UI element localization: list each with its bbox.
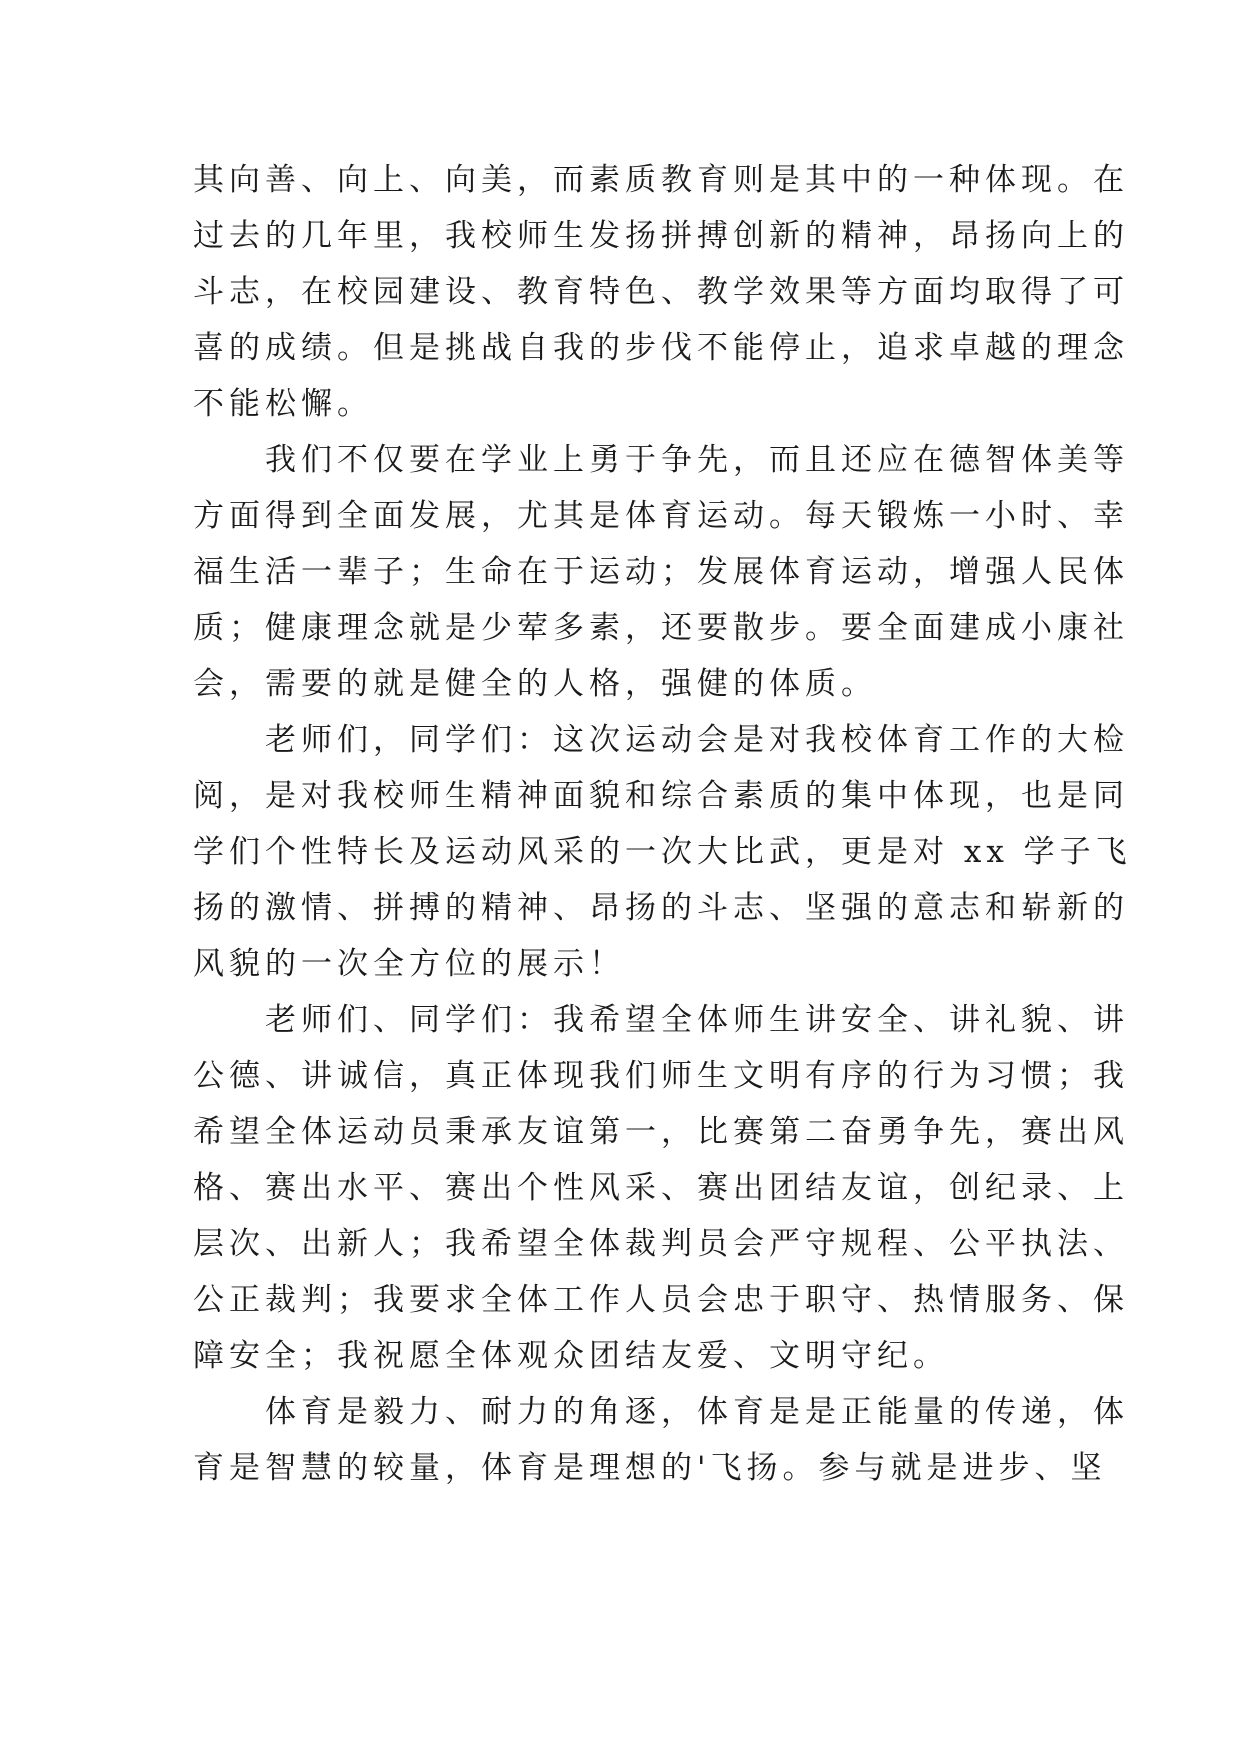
text-line: 不能松懈。 — [193, 386, 373, 422]
text-line: 体育是毅力、耐力的角逐，体育是是正能量的传递，体 — [265, 1394, 1129, 1430]
text-line: 老师们、同学们：我希望全体师生讲安全、讲礼貌、讲 — [265, 1002, 1129, 1038]
document-body — [193, 152, 1132, 1496]
text-line: 斗志，在校园建设、教育特色、教学效果等方面均取得了可 — [193, 274, 1129, 310]
text-line: 喜的成绩。但是挑战自我的步伐不能停止，追求卓越的理念 — [193, 330, 1129, 366]
text-line: 层次、出新人；我希望全体裁判员会严守规程、公平执法、 — [193, 1226, 1129, 1262]
text-line: 福生活一辈子；生命在于运动；发展体育运动，增强人民体 — [193, 554, 1129, 590]
text-line: 学们个性特长及运动风采的一次大比武，更是对 xx 学子飞 — [193, 834, 1132, 870]
text-line: 阅，是对我校师生精神面貌和综合素质的集中体现，也是同 — [193, 778, 1129, 814]
text-line: 其向善、向上、向美，而素质教育则是其中的一种体现。在 — [193, 162, 1129, 198]
text-line: 质；健康理念就是少荤多素，还要散步。要全面建成小康社 — [193, 610, 1129, 646]
text-line: 希望全体运动员秉承友谊第一，比赛第二奋勇争先，赛出风 — [193, 1114, 1129, 1150]
text-line: 老师们，同学们：这次运动会是对我校体育工作的大检 — [265, 722, 1129, 758]
text-line: 育是智慧的较量，体育是理想的'飞扬。参与就是进步、坚 — [193, 1450, 1107, 1486]
text-line: 障安全；我祝愿全体观众团结友爱、文明守纪。 — [193, 1338, 949, 1374]
text-line: 过去的几年里，我校师生发扬拼搏创新的精神，昂扬向上的 — [193, 218, 1129, 254]
paragraph-4 — [193, 992, 1129, 1384]
paragraph-5 — [193, 1384, 1129, 1496]
text-line: 我们不仅要在学业上勇于争先，而且还应在德智体美等 — [265, 442, 1129, 478]
text-line: 公正裁判；我要求全体工作人员会忠于职守、热情服务、保 — [193, 1282, 1129, 1318]
paragraph-3 — [193, 712, 1132, 992]
paragraph-1 — [193, 152, 1129, 432]
text-line: 扬的激情、拼搏的精神、昂扬的斗志、坚强的意志和崭新的 — [193, 890, 1129, 926]
text-line: 格、赛出水平、赛出个性风采、赛出团结友谊，创纪录、上 — [193, 1170, 1129, 1206]
text-line: 风貌的一次全方位的展示！ — [193, 946, 625, 982]
text-line: 方面得到全面发展，尤其是体育运动。每天锻炼一小时、幸 — [193, 498, 1129, 534]
text-line: 公德、讲诚信，真正体现我们师生文明有序的行为习惯；我 — [193, 1058, 1129, 1094]
paragraph-2 — [193, 432, 1129, 712]
text-line: 会，需要的就是健全的人格，强健的体质。 — [193, 666, 877, 702]
